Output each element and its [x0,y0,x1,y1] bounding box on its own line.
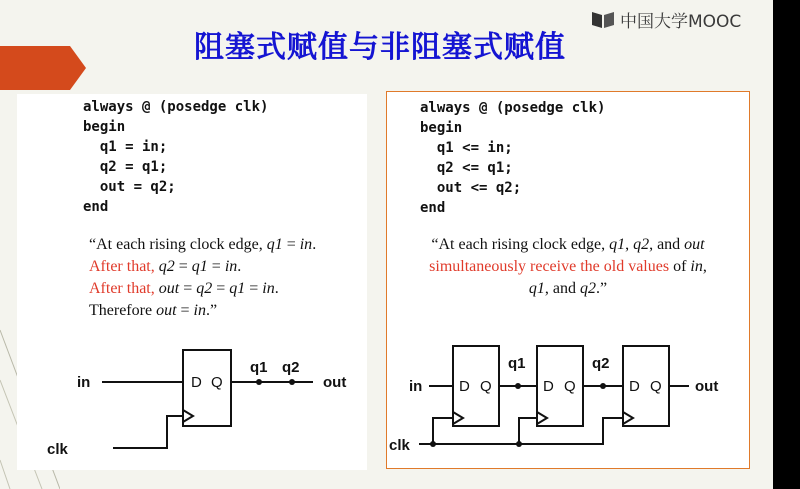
in-label: in [409,378,423,395]
q1-node [256,379,262,385]
mooc-book-icon [590,8,616,30]
clk-branch-wire [433,418,453,444]
q1-label: q1 [508,355,526,372]
quote-text: . [274,280,279,297]
clock-edge-icon [537,412,547,424]
quote-text: = [174,258,192,275]
quote-text: , [625,236,634,253]
window-edge [773,0,800,489]
quote-text: q1 [528,280,545,297]
quote-text: out [684,236,705,253]
code-line: always @ (posedge clk) [420,100,606,116]
q-label: Q [211,374,223,391]
quote-text: = [176,302,194,319]
code-line: out <= q2; [420,180,522,196]
clk-label: clk [47,441,68,458]
mooc-logo [590,6,741,32]
q2-node [600,383,606,389]
clk-node [430,441,436,447]
quote-text: . [312,236,317,253]
code-line: always @ (posedge clk) [83,99,269,115]
q1-label: q1 [250,359,268,376]
q1-node [515,383,521,389]
quote-text: Therefore [89,302,157,319]
blocking-quote [89,234,316,322]
quote-text: q1 [229,280,246,297]
code-line: end [83,199,109,215]
quote-text: in [690,258,703,275]
quote-text: “At each rising clock edge, [89,236,267,253]
q2-label: q2 [592,355,610,372]
quote-text: = [245,280,263,297]
clk-branch-wire [519,418,537,444]
code-line: q1 = in; [83,139,168,155]
q2-node [289,379,295,385]
q-label: Q [480,378,492,395]
code-line: end [420,200,446,216]
quote-text: .” [206,302,218,319]
blocking-circuit-diagram [17,340,367,470]
quote-text: in [262,280,275,297]
quote-text: q1 [609,236,626,253]
quote-text: q2 [633,236,650,253]
clock-edge-icon [623,412,633,424]
quote-text: .” [596,280,608,297]
quote-text: q2 [580,280,596,297]
nonblocking-quote [393,234,743,300]
out-label: out [323,374,347,391]
clock-edge-icon [183,410,193,422]
q2-label: q2 [282,359,300,376]
logo-text: 中国大学MOOC [620,11,742,32]
quote-text: = [212,280,230,297]
d-label: D [191,374,202,391]
code-line: begin [420,120,463,136]
quote-text: q1 [191,258,208,275]
q-label: Q [564,378,576,395]
code-line: begin [83,119,126,135]
clock-edge-icon [453,412,463,424]
quote-highlight: After that, [89,258,159,275]
quote-highlight: After that, [89,280,159,297]
quote-text: . [237,258,242,275]
quote-text: = [207,258,225,275]
d-label: D [543,378,554,395]
title-arrow-shape [0,46,90,96]
d-label: D [459,378,470,395]
nonblocking-code [420,98,605,218]
quote-text: q2 [196,280,213,297]
quote-text: , and [544,280,580,297]
quote-text: q1 [266,236,283,253]
quote-text: , and [649,236,685,253]
out-label: out [695,378,719,395]
quote-text: out [158,280,180,297]
quote-text: in [193,302,206,319]
nonblocking-circuit-diagram [387,338,749,468]
code-line: q2 = q1; [83,159,168,175]
page-title: 阻塞式赋值与非阻塞式赋值 [194,30,566,65]
code-line: q1 <= in; [420,140,513,156]
clk-node [516,441,522,447]
quote-text: in [299,236,313,253]
nonblocking-panel [386,91,750,469]
quote-text: q2 [158,258,175,275]
clk-wire [419,418,623,444]
quote-text: out [156,302,177,319]
quote-text: = [282,236,300,253]
quote-text: “At each rising clock edge, [431,236,610,253]
q-label: Q [650,378,662,395]
clk-wire [113,416,183,448]
code-line: out = q2; [83,179,176,195]
code-line: q2 <= q1; [420,160,513,176]
quote-text: of [669,258,691,275]
quote-highlight: simultaneously receive the old values [429,258,670,275]
d-label: D [629,378,640,395]
quote-text: in [224,258,238,275]
in-label: in [77,374,91,391]
blocking-panel [17,94,367,470]
quote-text: = [179,280,197,297]
quote-text: , [702,258,707,275]
blocking-code [83,97,268,217]
clk-label: clk [389,437,410,454]
